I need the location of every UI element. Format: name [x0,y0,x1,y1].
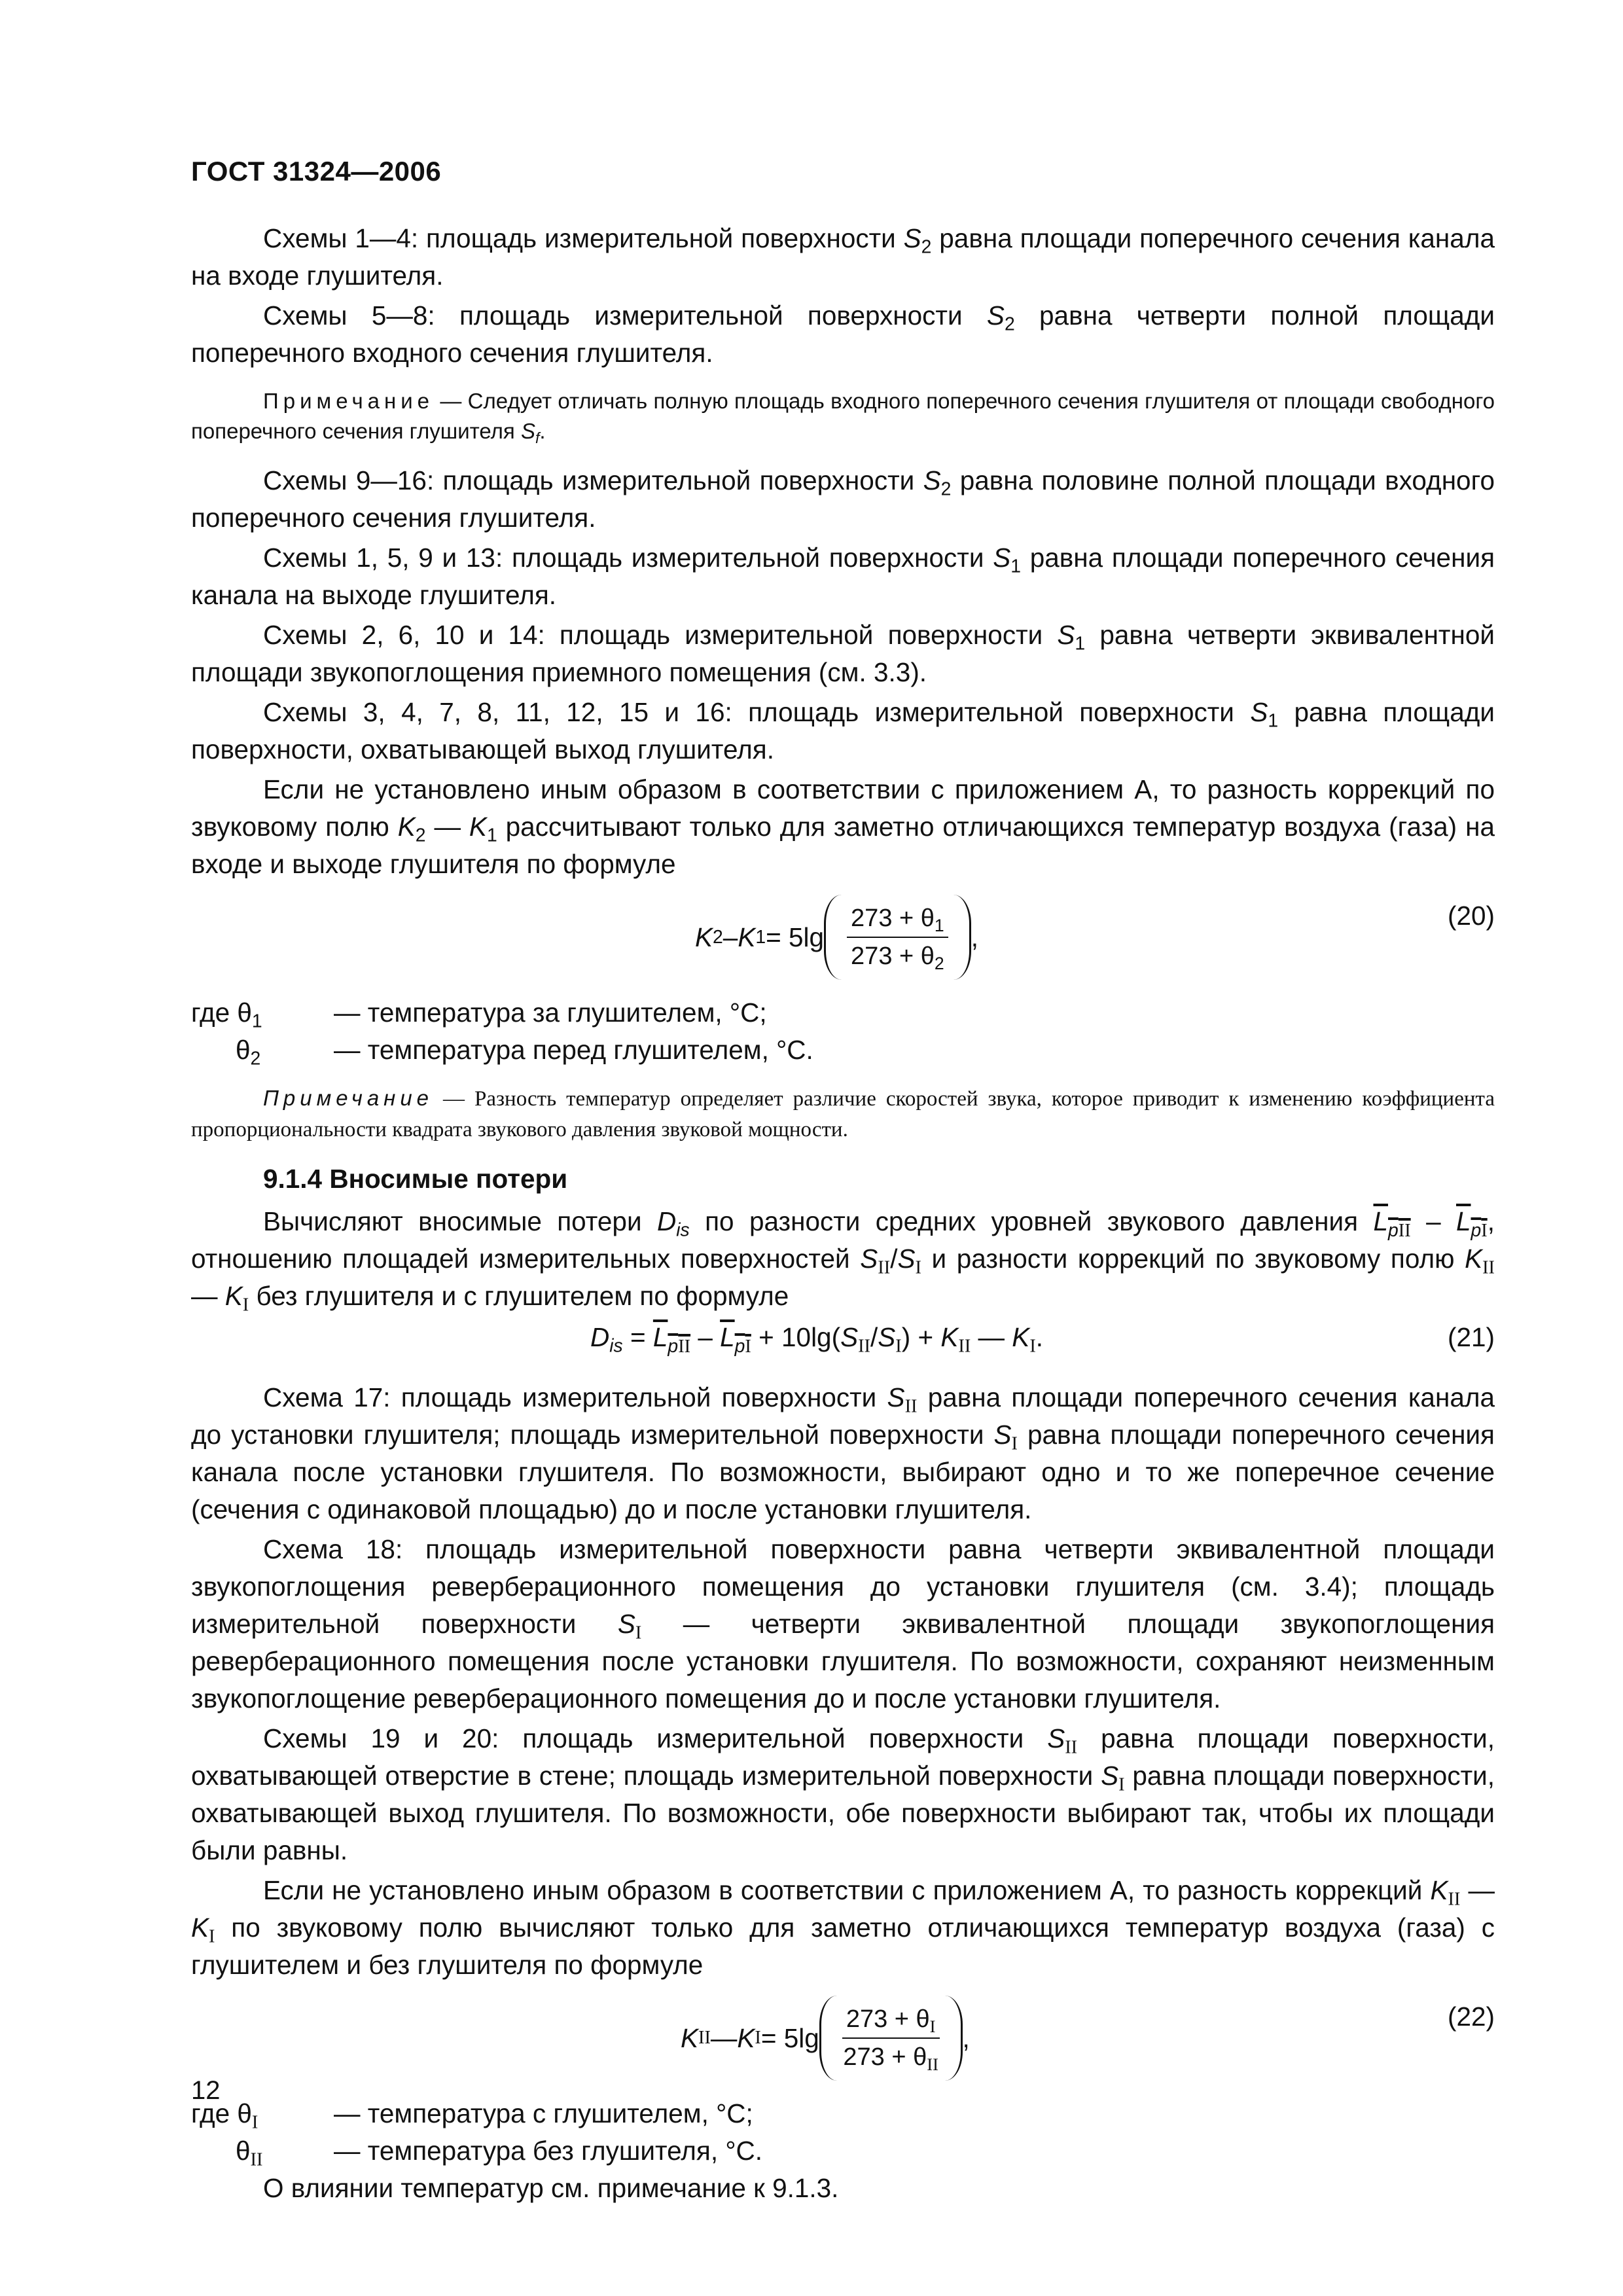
note-temperature-difference: Примечание — Разность температур определяет различие скоростей звука, которое приводит к изменению коэффициента пропорциональности квадрата звукового давления звуковой мощности. [191,1086,1495,1141]
left-paren [824,895,842,980]
fraction: $\frac{273 + \theta_1}{273 + \theta_2}$ [842,900,954,975]
paragraph-insertion-loss: Вычисляют вносимые потери $D_{is}$ по разности средних уровней звукового давления $L_{pII} - L_{pI}$, отношению площадей измерительных поверхностей $S_{II}/S_I$ и разности коррекций по звуковому полю $K_{II}$ — $K_I$ без глушителя и с глушителем по формуле [191,1206,1495,1316]
formula-number-21: (21) [1447,1322,1495,1352]
paragraph-schemes-1-5-9-13: Схемы 1, 5, 9 и 13: площадь измерительной поверхности $S_1$ равна площади поперечного сечения канала на выходе глушителя. [191,543,1495,610]
paragraph-schemes-19-20: Схемы 19 и 20: площадь измерительной поверхности $S_{II}$ равна площади поверхности, охватывающей отверстие в стене; площадь измерительной поверхности $S_I$ равна площади поверхности, охватывающей выход глушителя. По возможности, обе поверхности выбирают так, чтобы их площади были равны. [191,1723,1495,1865]
page-content [191,220,1495,2210]
formula-number-20: (20) [1447,901,1495,931]
where-block-1: где $\theta_1$ — температура за глушителем, °С; $\theta_2$ — температура перед глушителем, °С. [191,997,813,1069]
paragraph-schemes-1-4: Схемы 1—4: площадь измерительной поверхности $S_2$ равна площади поперечного сечения канала на входе глушителя. [191,223,1495,291]
formula-number-22: (22) [1447,2001,1495,2032]
paragraph-correction-intro-2: Если не установлено иным образом в соответствии с приложением А, то разность коррекций $K_{II}$ — $K_I$ по звуковому полю вычисляют только для заметно отличающихся температур воздуха (газа) с глушителем и без глушителя по формуле [191,1875,1495,1980]
note-free-area: Примечание — Следует отличать полную площадь входного поперечного сечения глушителя от площади свободного поперечного сечения глушителя $S_f$. [191,389,1495,446]
where-block-2: где $\theta_I$ — температура с глушителем, °С; $\theta_{II}$ — температура без глушителя, °С. [191,2098,763,2170]
paragraph-scheme-17: Схема 17: площадь измерительной поверхности $S_{II}$ равна площади поперечного сечения канала до установки глушителя; площадь измерительной поверхности $S_I$ равна площади поперечного сечения канала после установки глушителя. По возможности, выбирают одно и то же поперечное сечение (сечения с одинаковой площадью) до и после установки глушителя. [191,1382,1495,1524]
page-header: ГОСТ 31324—2006 [191,156,442,187]
paragraph-schemes-3-4-7-8: Схемы 3, 4, 7, 8, 11, 12, 15 и 16: площадь измерительной поверхности $S_1$ равна площади поверхности, охватывающей выход глушителя. [191,697,1495,764]
paragraph-schemes-2-6-10-14: Схемы 2, 6, 10 и 14: площадь измерительной поверхности $S_1$ равна четверти эквивалентной площади звукопоглощения приемного помещения (см. 3.3). [191,620,1495,687]
paragraph-scheme-18: Схема 18: площадь измерительной поверхности равна четверти эквивалентной площади звукопоглощения реверберационного помещения до установки глушителя (см. 3.4); площадь измерительной поверхности $S_I$ — четверти эквивалентной площади звукопоглощения реверберационного помещения после установки глушителя. По возможности, сохраняют неизменным звукопоглощение реверберационного помещения до и после установки глушителя. [191,1534,1495,1713]
paragraph-temperature-reference: О влиянии температур см. примечание к 9.1.3. [263,2173,839,2203]
page-number: 12 [191,2076,221,2105]
formula-22: K II — K I = 5lg $\frac{273 + \theta_I}{273 + \theta_{II}}$ , (22) [191,1989,1495,2087]
right-paren [954,895,971,980]
fraction: $\frac{273 + \theta_I}{273 + \theta_{II}}$ [837,2001,945,2075]
formula-21: $D_{is} = L_{pII} - L_{pI} + 10\lg(S_{II}/S_I) + K_{II}$ — $K_I$. (21) [191,1319,1495,1365]
paragraph-correction-intro: Если не установлено иным образом в соответствии с приложением А, то разность коррекций по звуковому полю $K_2$ — $K_1$ рассчитывают только для заметно отличающихся температур воздуха (газа) на входе и выходе глушителя по формуле [191,774,1495,879]
paragraph-schemes-5-8: Схемы 5—8: площадь измерительной поверхности $S_2$ равна четверти полной площади поперечного входного сечения глушителя. [191,300,1495,368]
left-paren [819,1996,837,2081]
right-paren [945,1996,963,2081]
section-heading-9-1-4: 9.1.4 Вносимые потери [263,1164,568,1194]
formula-20: K 2 – K 1 = 5lg $\frac{273 + \theta_1}{273 + \theta_2}$ , (20) [191,888,1495,986]
paragraph-schemes-9-16: Схемы 9—16: площадь измерительной поверхности $S_2$ равна половине полной площади входного поперечного сечения глушителя. [191,465,1495,533]
